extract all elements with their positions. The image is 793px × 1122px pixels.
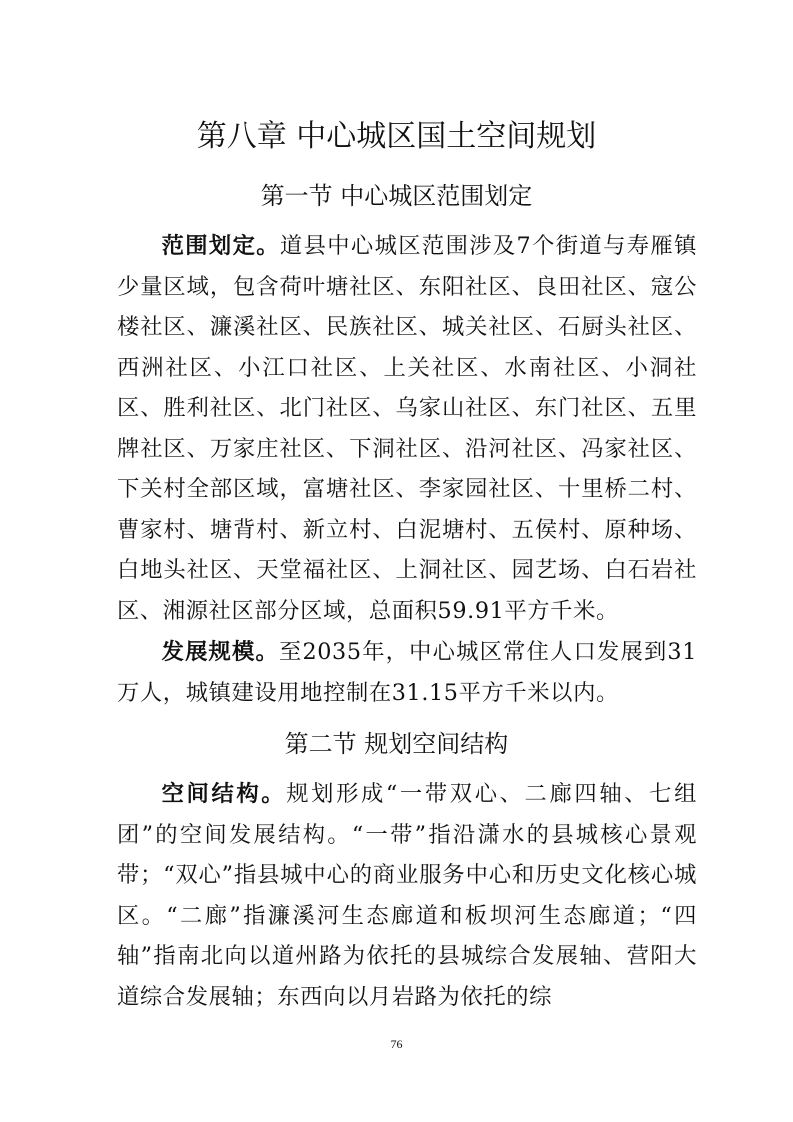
paragraph-body: 至2035年，中心城区常住人口发展到31万人，城镇建设用地控制在31.15平方千米以内。 bbox=[117, 639, 697, 706]
paragraph-lead: 发展规模。 bbox=[161, 639, 279, 665]
paragraph-body: 规划形成“一带双心、二廊四轴、七组团”的空间发展结构。“一带”指沿潇水的县城核心景观带；“双心”指县城中心的商业服务中心和历史文化核心城区。“二廊”指濂溪河生态廊道和板坝河生态廊道；“四轴”指南北向以道州路为依托的县城综合发展轴、营阳大道综合发展轴；东西向以月岩路为依托的综 bbox=[117, 781, 697, 1010]
paragraph-scope-definition bbox=[117, 226, 697, 631]
paragraph-spatial-structure bbox=[117, 774, 697, 1017]
paragraph-lead: 空间结构。 bbox=[161, 781, 287, 807]
paragraph-lead: 范围划定。 bbox=[161, 233, 280, 259]
paragraph-development-scale bbox=[117, 632, 697, 713]
paragraph-body: 道县中心城区范围涉及7个街道与寿雁镇少量区域，包含荷叶塘社区、东阳社区、良田社区、寇公楼社区、濂溪社区、民族社区、城关社区、石厨头社区、西洲社区、小江口社区、上关社区、水南社区、小洞社区、胜利社区、北门社区、乌家山社区、东门社区、五里牌社区、万家庄社区、下洞社区、沿河社区、冯家社区、下关村全部区域，富塘社区、李家园社区、十里桥二村、曹家村、塘背村、新立村、白泥塘村、五侯村、原种场、白地头社区、天堂福社区、上洞社区、园艺场、白石岩社区、湘源社区部分区域，总面积59.91平方千米。 bbox=[117, 233, 697, 624]
section-title-spatial-structure: 第二节 规划空间结构 bbox=[284, 730, 509, 758]
chapter-title: 第八章 中心城区国土空间规划 bbox=[196, 119, 597, 154]
section-title-scope: 第一节 中心城区范围划定 bbox=[260, 182, 533, 210]
page-number: 76 bbox=[390, 1037, 403, 1051]
